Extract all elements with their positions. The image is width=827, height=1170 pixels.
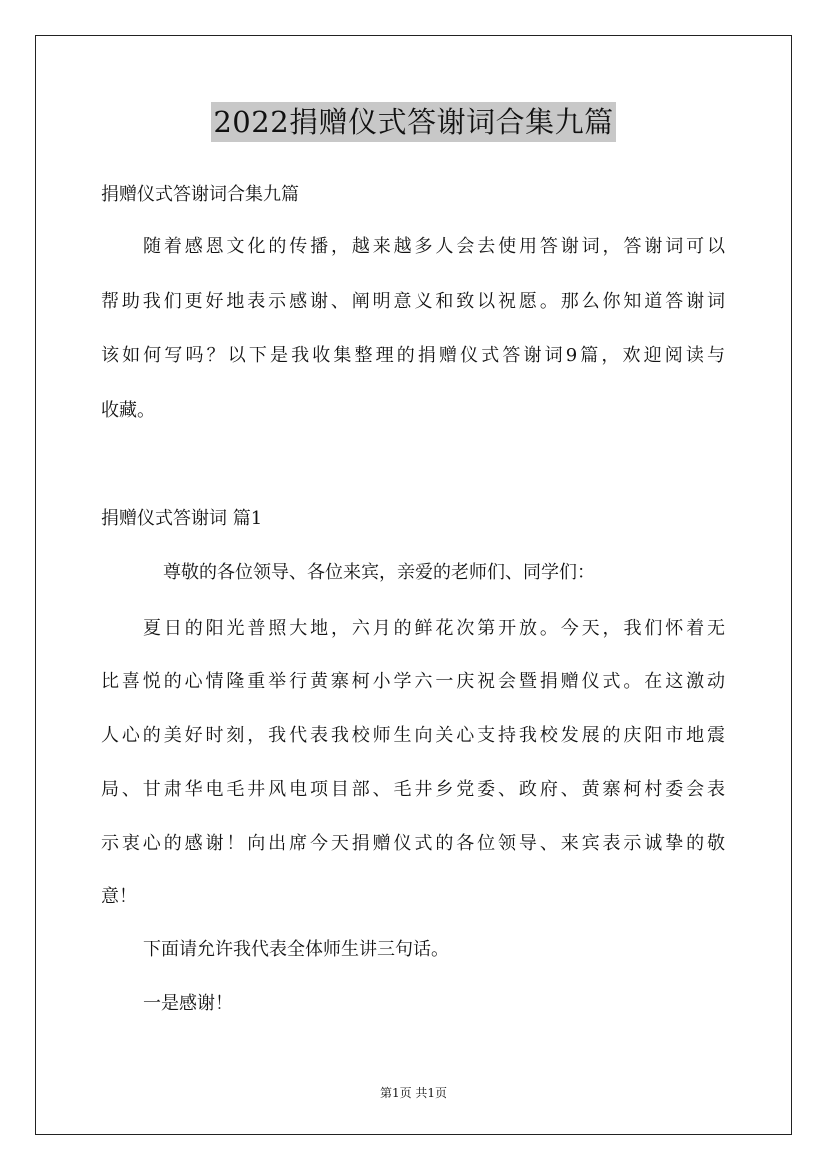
- document-title: [0, 102, 827, 142]
- body-line-1: 夏日的阳光普照大地，六月的鲜花次第开放。今天，我们怀着无: [143, 618, 725, 639]
- subtitle: 捐赠仪式答谢词合集九篇: [101, 184, 299, 205]
- closing-line-2: 一是感谢！: [143, 993, 233, 1014]
- body-line-4: 局、甘肃华电毛井风电项目部、毛井乡党委、政府、黄寨柯村委会表: [101, 779, 725, 800]
- intro-line-1: 随着感恩文化的传播，越来越多人会去使用答谢词，答谢词可以: [143, 236, 725, 257]
- body-line-3: 人心的美好时刻，我代表我校师生向关心支持我校发展的庆阳市地震: [101, 725, 725, 746]
- closing-line-1: 下面请允许我代表全体师生讲三句话。: [143, 939, 449, 960]
- section-heading-1: 捐赠仪式答谢词 篇1: [101, 508, 263, 529]
- page-footer: 第1页 共1页: [379, 1086, 448, 1100]
- body-line-6: 意！: [101, 886, 137, 907]
- body-line-2: 比喜悦的心情隆重举行黄寨柯小学六一庆祝会暨捐赠仪式。在这激动: [101, 671, 725, 692]
- document-title-text: 2022捐赠仪式答谢词合集九篇: [211, 102, 615, 142]
- body-line-5: 示衷心的感谢！向出席今天捐赠仪式的各位领导、来宾表示诚挚的敬: [101, 833, 725, 854]
- intro-line-3: 该如何写吗？以下是我收集整理的捐赠仪式答谢词9篇，欢迎阅读与: [101, 345, 725, 366]
- salutation: 尊敬的各位领导、各位来宾，亲爱的老师们、同学们：: [163, 562, 595, 583]
- intro-line-4: 收藏。: [101, 400, 155, 421]
- intro-line-2: 帮助我们更好地表示感谢、阐明意义和致以祝愿。那么你知道答谢词: [101, 291, 725, 312]
